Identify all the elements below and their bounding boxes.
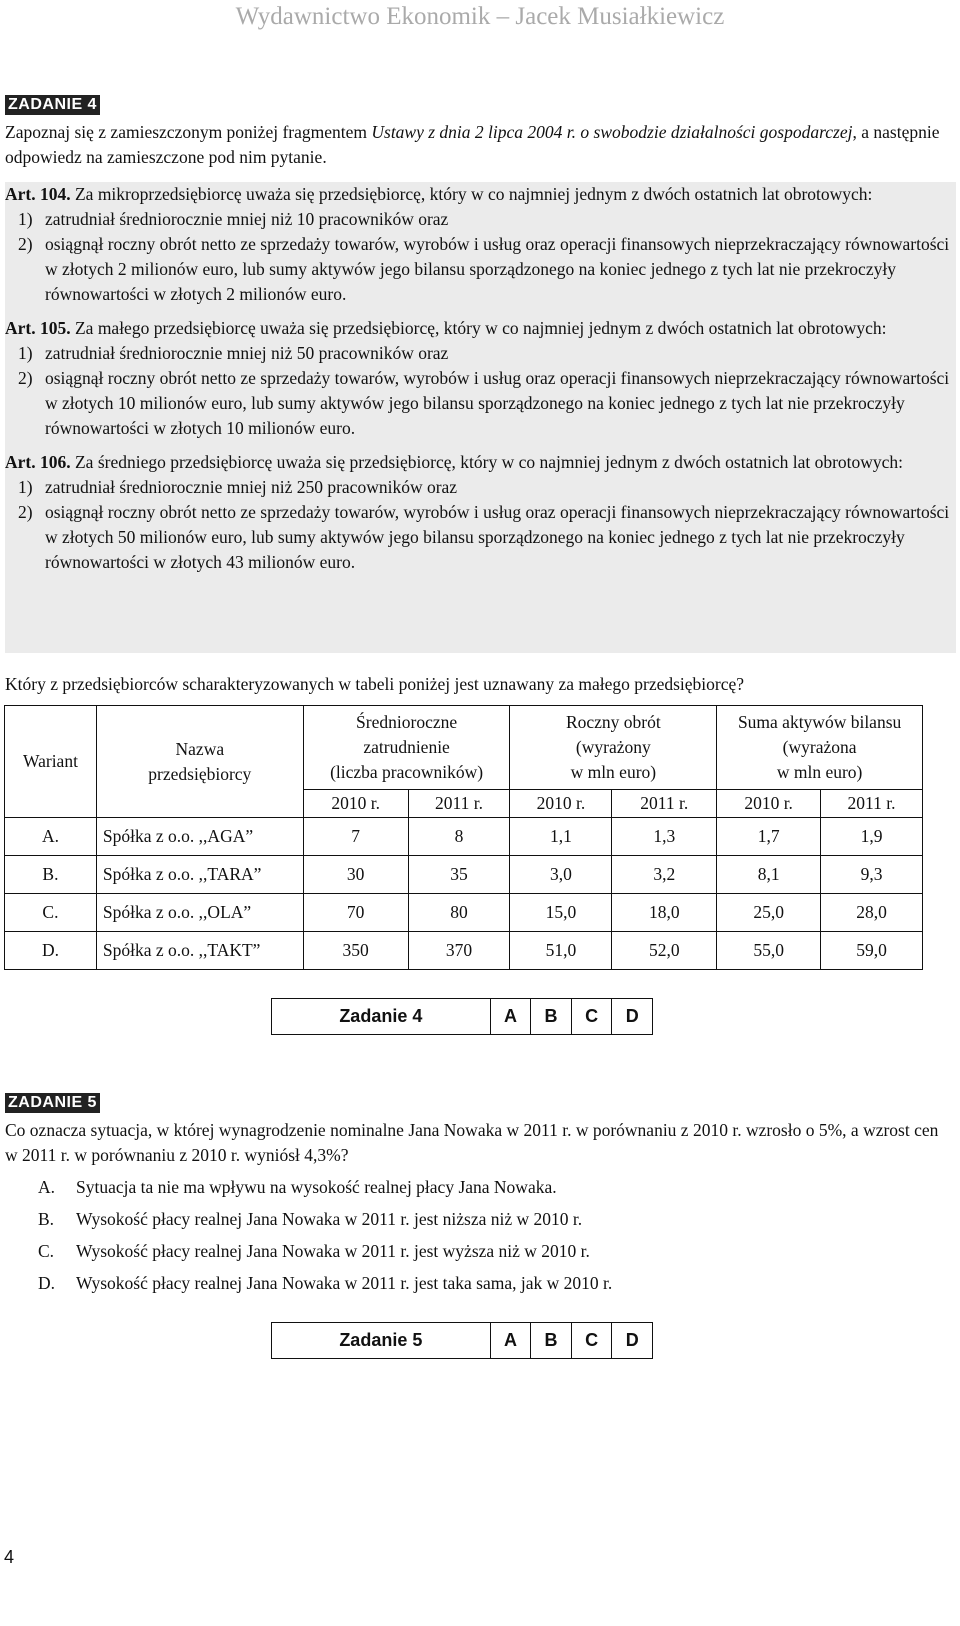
answer-option-b[interactable]: B (531, 1323, 572, 1359)
article-106 (5, 450, 956, 575)
task4-intro (5, 120, 953, 170)
option-b[interactable]: B. Wysokość płacy realnej Jana Nowaka w 2011 r. jest niższa niż w 2010 r. (38, 1209, 583, 1229)
article-item: 2) osiągnął roczny obrót netto ze sprzedaży towarów, wyrobów i usług oraz operacji finansowych nieprzekraczający równowartości w złotych 10 milionów euro, lub sumy aktywów jego bilansu sporządzonego na koniec jednego z tych lat nie przekroczyły równowartości w złotych 10 milionów euro. (18, 368, 950, 438)
article-title: Art. 105. (5, 318, 71, 338)
answer-box-label: Zadanie 4 (272, 999, 491, 1035)
article-lead: Za małego przedsiębiorcę uważa się przedsiębiorcę, który w co najmniej jednym z dwóch ostatnich lat obrotowych: (70, 318, 887, 338)
article-104 (5, 182, 956, 307)
publisher-header: Wydawnictwo Ekonomik – Jacek Musiałkiewicz (235, 3, 725, 30)
task5-question: Co oznacza sytuacja, w której wynagrodzenie nominalne Jana Nowaka w 2011 r. w porównaniu z 2010 r. wzrosło o 5%, a wzrost cen w 2011 r. w porównaniu z 2010 r. wyniósł 4,3%? (5, 1120, 939, 1165)
option-d[interactable]: D. Wysokość płacy realnej Jana Nowaka w 2011 r. jest taka sama, jak w 2010 r. (38, 1273, 613, 1293)
article-title: Art. 104. (5, 184, 71, 204)
header-name: Nazwa przedsiębiorcy (96, 706, 303, 818)
header-turnover: Roczny obrót (wyrażony w mln euro) (510, 706, 717, 790)
year-header: 2011 r. (612, 790, 717, 818)
header-employment: Średnioroczne zatrudnienie (liczba pracowników) (303, 706, 510, 790)
header-assets: Suma aktywów bilansu (wyrażona w mln euro) (717, 706, 923, 790)
answer-option-d[interactable]: D (612, 1323, 653, 1359)
table-row: A. Spółka z o.o. ,,AGA” 7 8 1,1 1,3 1,7 1,9 (5, 818, 923, 856)
answer-option-a[interactable]: A (490, 999, 531, 1035)
article-105 (5, 316, 956, 441)
task5-label: ZADANIE 5 (5, 1093, 100, 1113)
task4-intro-before: Zapoznaj się z zamieszczonym poniżej fragmentem (5, 122, 372, 142)
article-lead: Za mikroprzedsiębiorcę uważa się przedsiębiorcę, który w co najmniej jednym z dwóch ostatnich lat obrotowych: (70, 184, 873, 204)
year-header: 2011 r. (821, 790, 923, 818)
header-variant: Wariant (5, 706, 97, 818)
answer-option-c[interactable]: C (571, 1323, 612, 1359)
option-c[interactable]: C. Wysokość płacy realnej Jana Nowaka w 2011 r. jest wyższa niż w 2010 r. (38, 1241, 590, 1261)
year-header: 2010 r. (510, 790, 612, 818)
task5-options (38, 1171, 948, 1299)
task4-intro-after: , a następnie odpowiedz na zamieszczone pod nim pytanie. (5, 122, 940, 167)
article-item: 1) zatrudniał średniorocznie mniej niż 250 pracowników oraz (18, 477, 458, 497)
task5-answer-box (271, 1322, 653, 1359)
companies-table (4, 705, 923, 970)
option-a[interactable]: A. Sytuacja ta nie ma wpływu na wysokość realnej płacy Jana Nowaka. (38, 1177, 557, 1197)
answer-option-b[interactable]: B (531, 999, 572, 1035)
year-header: 2010 r. (717, 790, 821, 818)
task4-label: ZADANIE 4 (5, 95, 100, 115)
article-item: 1) zatrudniał średniorocznie mniej niż 10 pracowników oraz (18, 209, 449, 229)
table-row: D. Spółka z o.o. ,,TAKT” 350 370 51,0 52,0 55,0 59,0 (5, 932, 923, 970)
article-item: 2) osiągnął roczny obrót netto ze sprzedaży towarów, wyrobów i usług oraz operacji finansowych nieprzekraczający równowartości w złotych 2 milionów euro, lub sumy aktywów jego bilansu sporządzonego na koniec jednego z tych lat nie przekroczyły równowartości w złotych 2 milionów euro. (18, 234, 950, 304)
task4-answer-box (271, 998, 653, 1035)
year-header: 2011 r. (408, 790, 510, 818)
article-item: 1) zatrudniał średniorocznie mniej niż 50 pracowników oraz (18, 343, 449, 363)
article-title: Art. 106. (5, 452, 71, 472)
answer-option-d[interactable]: D (612, 999, 653, 1035)
table-row: C. Spółka z o.o. ,,OLA” 70 80 15,0 18,0 25,0 28,0 (5, 894, 923, 932)
article-item: 2) osiągnął roczny obrót netto ze sprzedaży towarów, wyrobów i usług oraz operacji finansowych nieprzekraczający równowartości w złotych 50 milionów euro, lub sumy aktywów jego bilansu sporządzonego na koniec jednego z tych lat nie przekroczyły równowartości w złotych 43 milionów euro. (18, 502, 950, 572)
answer-option-c[interactable]: C (571, 999, 612, 1035)
answer-box-label: Zadanie 5 (272, 1323, 491, 1359)
task4-question: Który z przedsiębiorców scharakteryzowanych w tabeli poniżej jest uznawany za małego przedsiębiorcę? (5, 674, 745, 694)
law-title: Ustawy z dnia 2 lipca 2004 r. o swobodzie działalności gospodarczej (371, 122, 853, 142)
year-header: 2010 r. (303, 790, 408, 818)
law-excerpt-box (5, 182, 956, 653)
table-row: B. Spółka z o.o. ,,TARA” 30 35 3,0 3,2 8,1 9,3 (5, 856, 923, 894)
page-number: 4 (4, 1547, 15, 1567)
article-lead: Za średniego przedsiębiorcę uważa się przedsiębiorcę, który w co najmniej jednym z dwóch ostatnich lat obrotowych: (70, 452, 904, 472)
answer-option-a[interactable]: A (490, 1323, 531, 1359)
